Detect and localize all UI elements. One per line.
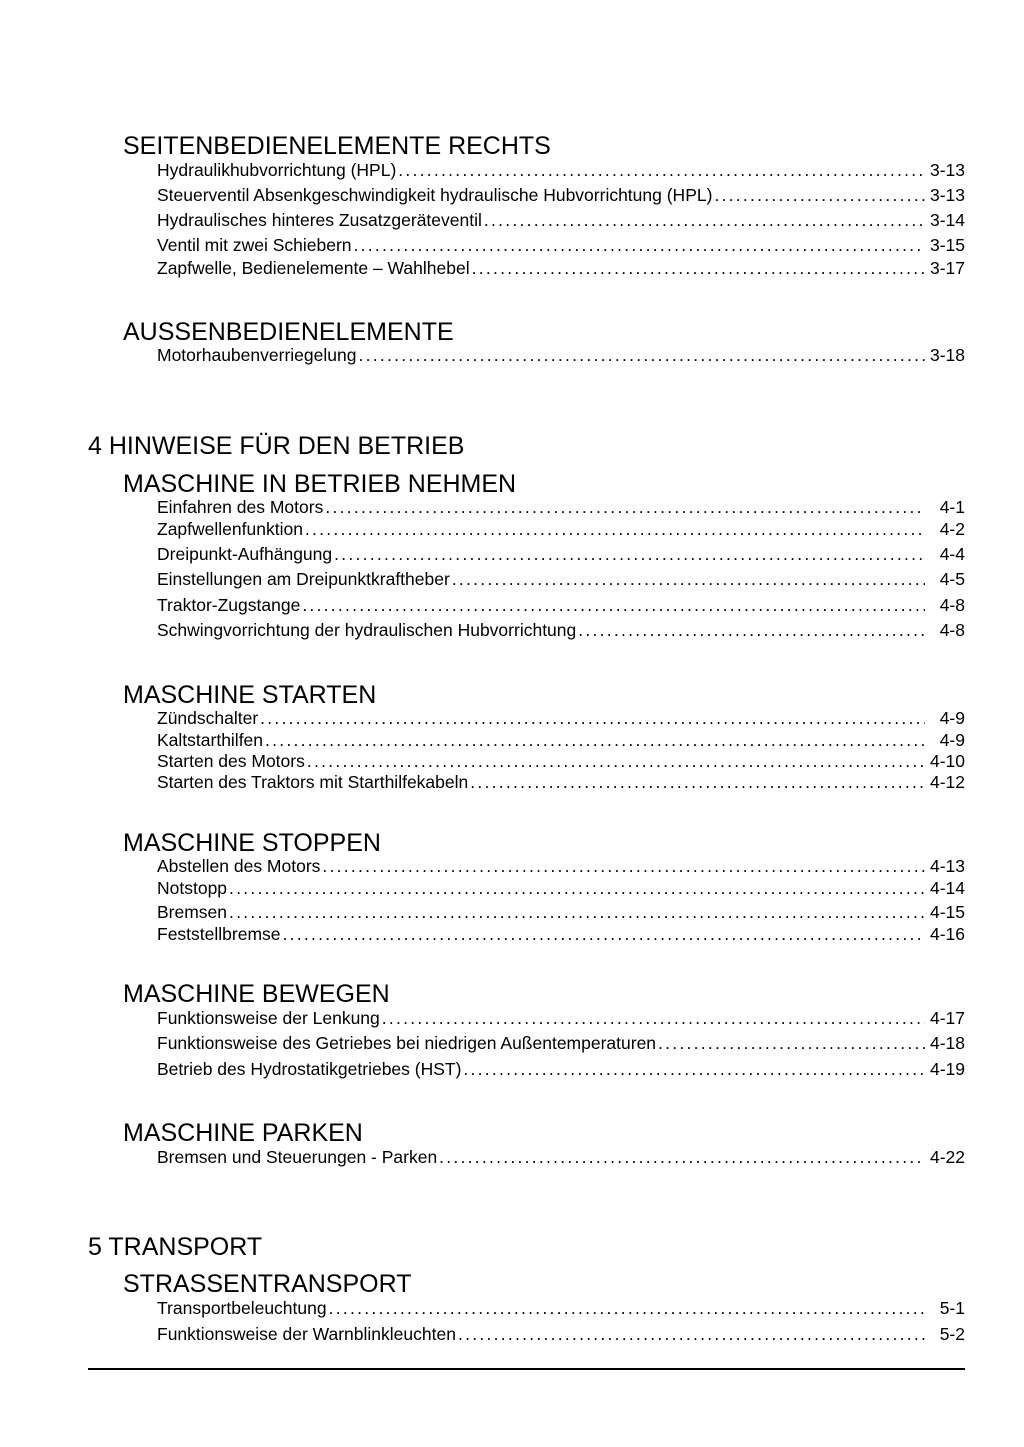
toc-leader [229, 878, 925, 898]
toc-entry-title: Dreipunkt-Aufhängung [157, 544, 333, 564]
toc-entry-page: 4-2 [939, 519, 965, 539]
toc-entry-page: 4-18 [929, 1033, 965, 1053]
toc-leader [458, 1324, 925, 1344]
toc-leader [302, 595, 925, 615]
toc-entry[interactable] [157, 544, 965, 564]
toc-entry-title: Einstellungen am Dreipunktkraftheber [157, 569, 450, 589]
toc-leader [329, 1298, 925, 1318]
toc-entry-page: 4-19 [929, 1059, 965, 1079]
toc-entry-page: 3-17 [929, 258, 965, 278]
toc-leader [452, 569, 925, 589]
toc-entry[interactable] [157, 1147, 965, 1167]
toc-entry-page: 4-8 [939, 620, 965, 640]
toc-entry-page: 3-15 [929, 235, 965, 255]
toc-leader [658, 1033, 925, 1053]
toc-entry-page: 3-13 [929, 160, 965, 180]
toc-entry-title: Schwingvorrichtung der hydraulischen Hubvorrichtung [157, 620, 577, 640]
toc-entry-page: 4-17 [929, 1008, 965, 1028]
toc-leader [472, 258, 925, 278]
toc-entry-title: Starten des Traktors mit Starthilfekabeln [157, 772, 469, 792]
toc-leader [283, 924, 925, 944]
toc-entry-title: Ventil mit zwei Schiebern [157, 235, 352, 255]
toc-entry-page: 4-1 [939, 497, 965, 517]
toc-leader [714, 185, 925, 205]
toc-leader [470, 772, 925, 792]
toc-entry-title: Notstopp [157, 878, 228, 898]
toc-entry-page: 4-22 [929, 1147, 965, 1167]
toc-entry-page: 3-14 [929, 210, 965, 230]
toc-leader [439, 1147, 925, 1167]
section-heading: MASCHINE IN BETRIEB NEHMEN [123, 470, 517, 498]
toc-leader [358, 345, 925, 365]
toc-leader [398, 160, 925, 180]
toc-entry[interactable] [157, 519, 965, 539]
toc-leader [265, 730, 925, 750]
toc-entry[interactable] [157, 1008, 965, 1028]
toc-entry-title: Einfahren des Motors [157, 497, 324, 517]
toc-leader [307, 751, 925, 771]
toc-entry-title: Abstellen des Motors [157, 856, 321, 876]
toc-entry-title: Bremsen und Steuerungen - Parken [157, 1147, 438, 1167]
toc-entry-page: 4-4 [939, 544, 965, 564]
toc-leader [484, 210, 925, 230]
toc-entry[interactable] [157, 185, 965, 205]
toc-entry-title: Zapfwellenfunktion [157, 519, 303, 539]
chapter-title: 4 HINWEISE FÜR DEN BETRIEB [88, 432, 465, 460]
toc-entry[interactable] [157, 210, 965, 230]
toc-entry-page: 5-1 [939, 1298, 965, 1318]
toc-entry-page: 4-13 [929, 856, 965, 876]
toc-leader [334, 544, 925, 564]
toc-leader [322, 856, 925, 876]
toc-entry-title: Bremsen [157, 902, 228, 922]
toc-entry-page: 4-8 [939, 595, 965, 615]
toc-entry[interactable] [157, 345, 965, 365]
toc-leader [578, 620, 925, 640]
toc-entry[interactable] [157, 595, 965, 615]
toc-leader [305, 519, 925, 539]
toc-entry-title: Betrieb des Hydrostatikgetriebes (HST) [157, 1059, 462, 1079]
toc-entry[interactable] [157, 924, 965, 944]
toc-entry[interactable] [157, 235, 965, 255]
toc-leader [260, 708, 925, 728]
chapter-title: 5 TRANSPORT [88, 1233, 263, 1261]
toc-entry-title: Kaltstarthilfen [157, 730, 264, 750]
toc-entry-title: Hydraulisches hinteres Zusatzgeräteventil [157, 210, 482, 230]
toc-entry-page: 4-9 [939, 708, 965, 728]
section-heading: MASCHINE STOPPEN [123, 829, 381, 857]
toc-entry-title: Funktionsweise der Warnblinkleuchten [157, 1324, 456, 1344]
toc-entry[interactable] [157, 620, 965, 640]
toc-entry[interactable] [157, 1059, 965, 1079]
toc-entry-page: 4-12 [929, 772, 965, 792]
toc-leader [382, 1008, 925, 1028]
toc-entry-page: 4-14 [929, 878, 965, 898]
section-heading: MASCHINE PARKEN [123, 1119, 363, 1147]
toc-entry-title: Feststellbremse [157, 924, 281, 944]
toc-entry-page: 5-2 [939, 1324, 965, 1344]
toc-entry-page: 3-13 [929, 185, 965, 205]
toc-entry-page: 4-16 [929, 924, 965, 944]
toc-leader [354, 235, 925, 255]
toc-entry-title: Zapfwelle, Bedienelemente – Wahlhebel [157, 258, 470, 278]
toc-entry[interactable] [157, 569, 965, 589]
toc-entry-page: 4-5 [939, 569, 965, 589]
toc-entry[interactable] [157, 1033, 965, 1053]
toc-entry-page: 4-15 [929, 902, 965, 922]
toc-entry[interactable] [157, 1298, 965, 1318]
section-heading: SEITENBEDIENELEMENTE RECHTS [123, 132, 551, 160]
toc-entry-title: Steuerventil Absenkgeschwindigkeit hydraulische Hubvorrichtung (HPL) [157, 185, 713, 205]
toc-entry[interactable] [157, 902, 965, 922]
section-heading: MASCHINE BEWEGEN [123, 980, 390, 1008]
toc-entry-title: Hydraulikhubvorrichtung (HPL) [157, 160, 397, 180]
toc-entry[interactable] [157, 497, 965, 517]
toc-entry-title: Starten des Motors [157, 751, 305, 771]
toc-entry-title: Motorhaubenverriegelung [157, 345, 357, 365]
toc-entry-page: 4-10 [929, 751, 965, 771]
toc-entry[interactable] [157, 772, 965, 792]
section-heading: AUSSENBEDIENELEMENTE [123, 318, 454, 346]
toc-entry[interactable] [157, 1324, 965, 1344]
toc-leader [325, 497, 925, 517]
toc-entry[interactable] [157, 730, 965, 750]
toc-entry[interactable] [157, 708, 965, 728]
toc-entry-page: 4-9 [939, 730, 965, 750]
toc-leader [229, 902, 925, 922]
toc-entry[interactable] [157, 856, 965, 876]
toc-entry[interactable] [157, 751, 965, 771]
section-heading: STRASSENTRANSPORT [123, 1270, 412, 1298]
toc-entry[interactable] [157, 258, 965, 278]
toc-entry-title: Zündschalter [157, 708, 259, 728]
toc-entry[interactable] [157, 878, 965, 898]
toc-entry-page: 3-18 [929, 345, 965, 365]
toc-entry-title: Funktionsweise des Getriebes bei niedrigen Außentemperaturen [157, 1033, 657, 1053]
toc-entry[interactable] [157, 160, 965, 180]
toc-entry-title: Traktor-Zugstange [157, 595, 301, 615]
toc-leader [463, 1059, 925, 1079]
toc-entry-title: Funktionsweise der Lenkung [157, 1008, 380, 1028]
toc-entry-title: Transportbeleuchtung [157, 1298, 327, 1318]
section-heading: MASCHINE STARTEN [123, 681, 377, 709]
footer-rule [88, 1368, 965, 1370]
